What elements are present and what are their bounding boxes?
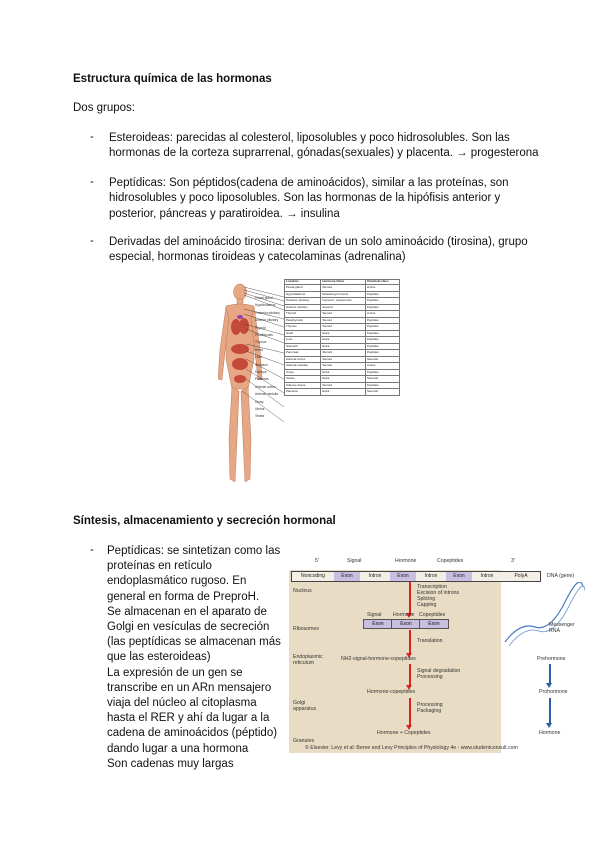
table-cell: Stomach — [285, 343, 321, 350]
text-line: Son cadenas muy largas — [107, 757, 234, 770]
bullet-dash: - — [90, 235, 94, 247]
table-cell: Ovary — [285, 369, 321, 376]
table-cell: Peptides — [365, 343, 399, 350]
translation-arrow — [409, 630, 411, 654]
endocrine-glands-figure — [218, 279, 400, 492]
table-cell: Steroid — [321, 363, 366, 370]
body-label: Thymus — [255, 340, 267, 345]
table-cell: Oxytocin, vasopressin — [321, 298, 366, 305]
gene-segment: Noncoding — [292, 572, 335, 581]
table-cell: Extra — [321, 337, 366, 344]
table-cell: Extra — [321, 389, 366, 396]
text-line: que las esteroideas) — [107, 651, 211, 664]
gene-segment: Exon — [390, 572, 417, 581]
gene-segment: PolyA — [502, 572, 541, 581]
body-label: Posterior pituitary — [255, 310, 280, 315]
table-cell: Peptides — [365, 304, 399, 311]
table-cell: Adrenal medulla — [285, 363, 321, 370]
body-label: Adrenal cortex — [255, 384, 276, 389]
body-label: Stomach — [255, 362, 268, 367]
table-cell: Heart — [285, 330, 321, 337]
body-label: Hypothalamus — [255, 303, 276, 308]
text-line: proteínas en retículo — [107, 560, 212, 573]
gene-segment: Exon — [334, 572, 361, 581]
body-label: Kidneys — [255, 370, 267, 374]
table-cell: Amine — [365, 285, 399, 292]
table-cell: Anterior pituitary — [285, 304, 321, 311]
table-cell: Extra — [321, 343, 366, 350]
text-line: (las peptídicas se almacenan más — [107, 636, 281, 649]
transcription-arrow — [409, 582, 411, 614]
bullet-dash: - — [90, 131, 94, 143]
text-line: dando lugar a una hormona — [107, 742, 249, 755]
bullet-steroids: Esteroideas: parecidas al colesterol, liposolubles y poco hidrosolubles. Son las hormonas de la corteza suprarrenal, gónadas(sexuales) y placenta. → progesterona — [109, 132, 539, 160]
bullet-peptides: Peptídicas: Son péptidos(cadena de aminoácidos), similar a las proteínas, son hidrosolubles y poco liposolubles. Son las hormonas de la hipófisis anterior y posterior, páncreas y paratiroidea. → insulina — [109, 177, 509, 220]
bullet-tyrosine: Derivadas del aminoácido tirosina: derivan de un solo aminoácido (tirosina), grupo especial, hormonas tiroideas y catecolaminas (adrenalina) — [109, 236, 528, 264]
table-cell: Location — [285, 280, 321, 285]
table-cell: Peptides — [365, 330, 399, 337]
prehormone-arrow — [549, 664, 551, 684]
section1-intro: Dos grupos: — [73, 102, 136, 114]
table-row — [285, 389, 400, 396]
gene-segment: Intron — [472, 572, 503, 581]
table-cell: Several — [321, 304, 366, 311]
body-label: Thyroid — [255, 325, 266, 330]
body-label: Liver — [255, 355, 262, 360]
table-cell: Steroids — [365, 356, 399, 363]
gene-row — [291, 571, 541, 582]
table-cell: Peptides — [365, 324, 399, 331]
prohormone-arrow — [549, 698, 551, 724]
text-line: transcribe en un ARn mensajero — [107, 681, 272, 694]
signal-degradation-arrow — [409, 664, 411, 686]
text-line: hasta el RER y ahí da lugar a la — [107, 712, 270, 725]
table-cell: Thymus — [285, 324, 321, 331]
table-cell: Extra — [321, 369, 366, 376]
table-cell: Amine — [365, 311, 399, 318]
table-cell: Peptides — [365, 337, 399, 344]
table-cell: Steroids — [365, 376, 399, 383]
gene-segment: Intron — [416, 572, 447, 581]
table-cell: Testes — [285, 376, 321, 383]
table-cell: Peptides — [365, 350, 399, 357]
table-cell: Peptides — [365, 298, 399, 305]
body-label: Heart — [255, 347, 263, 352]
text-line: Se almacenan en el aparato de — [107, 605, 267, 618]
table-cell: Posterior pituitary — [285, 298, 321, 305]
text-line: viaja del núcleo al citoplasma — [107, 697, 257, 710]
bullet-dash: - — [90, 176, 94, 188]
table-cell: Steroids — [365, 389, 399, 396]
hormones-table — [284, 279, 400, 396]
text-line: Golgi en vesículas de secreción — [107, 621, 270, 634]
body-label: Ovary — [255, 399, 264, 404]
table-cell: Hormone Class — [321, 280, 366, 285]
table-cell: Steroid — [321, 317, 366, 324]
table-cell: Hypothalamus — [285, 291, 321, 298]
gene-segment: Exon — [446, 572, 473, 581]
text-line: La expresión de un gen se — [107, 666, 243, 679]
table-cell: Steroid — [321, 324, 366, 331]
table-cell: Chemical class — [365, 280, 399, 285]
body-label: Pineal gland — [255, 296, 273, 300]
table-cell: Peptides — [365, 382, 399, 389]
table-cell: Releasing hormone — [321, 291, 366, 298]
table-cell: Extra — [321, 330, 366, 337]
text-line: general en forma de PreproH. — [107, 590, 260, 603]
processing-arrow — [409, 698, 411, 726]
table-cell: Adrenal cortex — [285, 356, 321, 363]
body-label: Parathyroids — [255, 333, 273, 337]
table-cell: Steroid — [321, 350, 366, 357]
body-label: Testes — [255, 414, 265, 419]
table-cell: Parathyroids — [285, 317, 321, 324]
text-line: cadena de aminoácidos (péptido) — [107, 727, 278, 740]
table-cell: Peptides — [365, 317, 399, 324]
dna-helix-illustration — [495, 582, 585, 652]
table-cell: Extra — [321, 376, 366, 383]
table-cell: Steroid — [321, 285, 366, 292]
table-cell: Pineal gland — [285, 285, 321, 292]
table-cell: Liver — [285, 337, 321, 344]
body-label: Adrenal medulla — [255, 392, 279, 397]
table-cell: Amine — [365, 363, 399, 370]
table-cell: Adipose tissue — [285, 382, 321, 389]
table-cell: Steroid — [321, 311, 366, 318]
body-label: Anterior pituitary — [255, 318, 279, 323]
peptide-hormone-synthesis-figure: 5' Signal Hormone Copeptides 3' Noncoding Exon Intron Exon Intron Exon Intron PolyA DNA (gene) Nucleus Ribosomes Endoplasmic reticulum Golgi apparatus Granules Transcription Excision of introns Splicing Capping Signal Hormone Copeptides Exon Exon Exon Translation NH2-signal-hormone-copeptides Signal degradation Processing Hormone-copeptides Processing Packaging Hormone + Copeptides Messenger RNA Prehormone Prohormone Hormone © Elsevier. Levy et al: Berne and Levy Principles of Physiology 4e - www.studentconsult.com — [285, 558, 587, 753]
peptides-synthesis-text — [107, 544, 281, 772]
section2-title: Síntesis, almacenamiento y secreción hormonal — [73, 515, 336, 527]
bullet-dash: - — [90, 544, 94, 556]
body-label: Pancreas — [255, 377, 269, 382]
text-line: Peptídicas: se sintetizan como las — [107, 545, 281, 557]
body-label: Uterus — [255, 407, 265, 411]
table-cell: Steroid — [321, 382, 366, 389]
table-cell: Peptides — [365, 369, 399, 376]
text-line: endoplasmático rugoso. En — [107, 575, 247, 588]
table-cell: Peptides — [365, 291, 399, 298]
table-cell: Placenta — [285, 389, 321, 396]
gene-segment: Intron — [360, 572, 391, 581]
table-cell: Steroid — [321, 356, 366, 363]
section1-title: Estructura química de las hormonas — [73, 73, 272, 85]
table-cell: Pancreas — [285, 350, 321, 357]
table-cell: Thyroid — [285, 311, 321, 318]
